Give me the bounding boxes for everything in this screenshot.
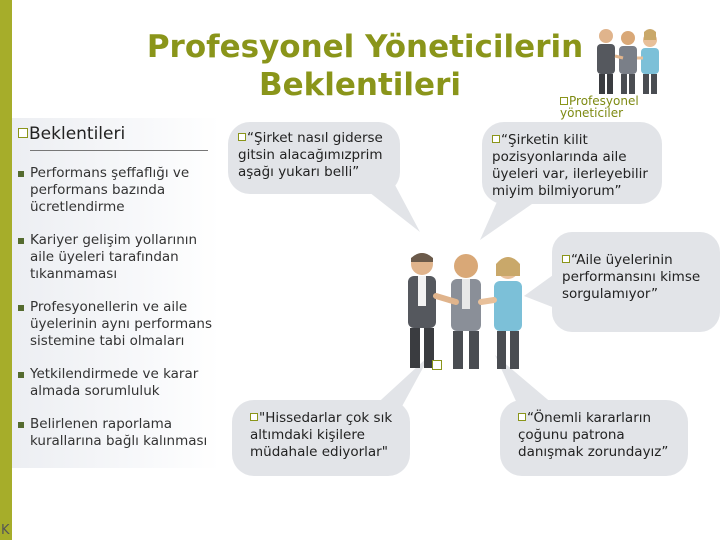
speech-bubble-3: “Aile üyelerinin performansını kimse sorgulamıyor”	[562, 252, 701, 302]
bullet-box-icon	[492, 135, 500, 143]
list-item: Performans şeffaflığı ve performans bazında ücretlendirme	[18, 165, 223, 216]
title-line-1: Profesyonel Yöneticilerin	[146, 29, 584, 65]
title-line-2: Beklentileri	[259, 67, 461, 103]
bullet-box-icon	[518, 413, 526, 421]
list-item: Belirlenen raporlama kurallarına bağlı kalınması	[18, 416, 223, 450]
speech-bubble-4: "Hissedarlar çok sık altımdaki kişilere müdahale ediyorlar"	[250, 410, 393, 460]
stray-bullet-box-icon	[432, 360, 442, 370]
left-panel-heading: Beklentileri	[18, 124, 125, 144]
business-people-illustration	[398, 246, 530, 374]
bullet-box-icon	[562, 255, 570, 263]
bullet-box-icon	[238, 133, 246, 141]
sidebar-footer-letter: K	[1, 523, 10, 538]
list-item: Kariyer gelişim yollarının aile üyeleri tarafından tıkanmaması	[18, 232, 223, 283]
speech-bubble-2: “Şirketin kilit pozisyonlarında aile üyeleri var, ilerleyebilir miyim bilmiyorum”	[492, 132, 648, 199]
list-item: Yetkilendirmede ve karar almada sorumluluk	[18, 366, 223, 400]
bullet-box-icon	[250, 413, 258, 421]
speech-bubble-1: “Şirket nasıl giderse gitsin alacağımızprim aşağı yukarı belli”	[238, 130, 383, 180]
speech-bubble-5: “Önemli kararların çoğunu patrona danışmak zorundayız”	[518, 410, 669, 460]
list-item: Profesyonellerin ve aile üyelerinin aynı performans sistemine tabi olmaları	[18, 299, 223, 350]
caption-professional-managers: Profesyonel yöneticiler	[560, 94, 639, 120]
